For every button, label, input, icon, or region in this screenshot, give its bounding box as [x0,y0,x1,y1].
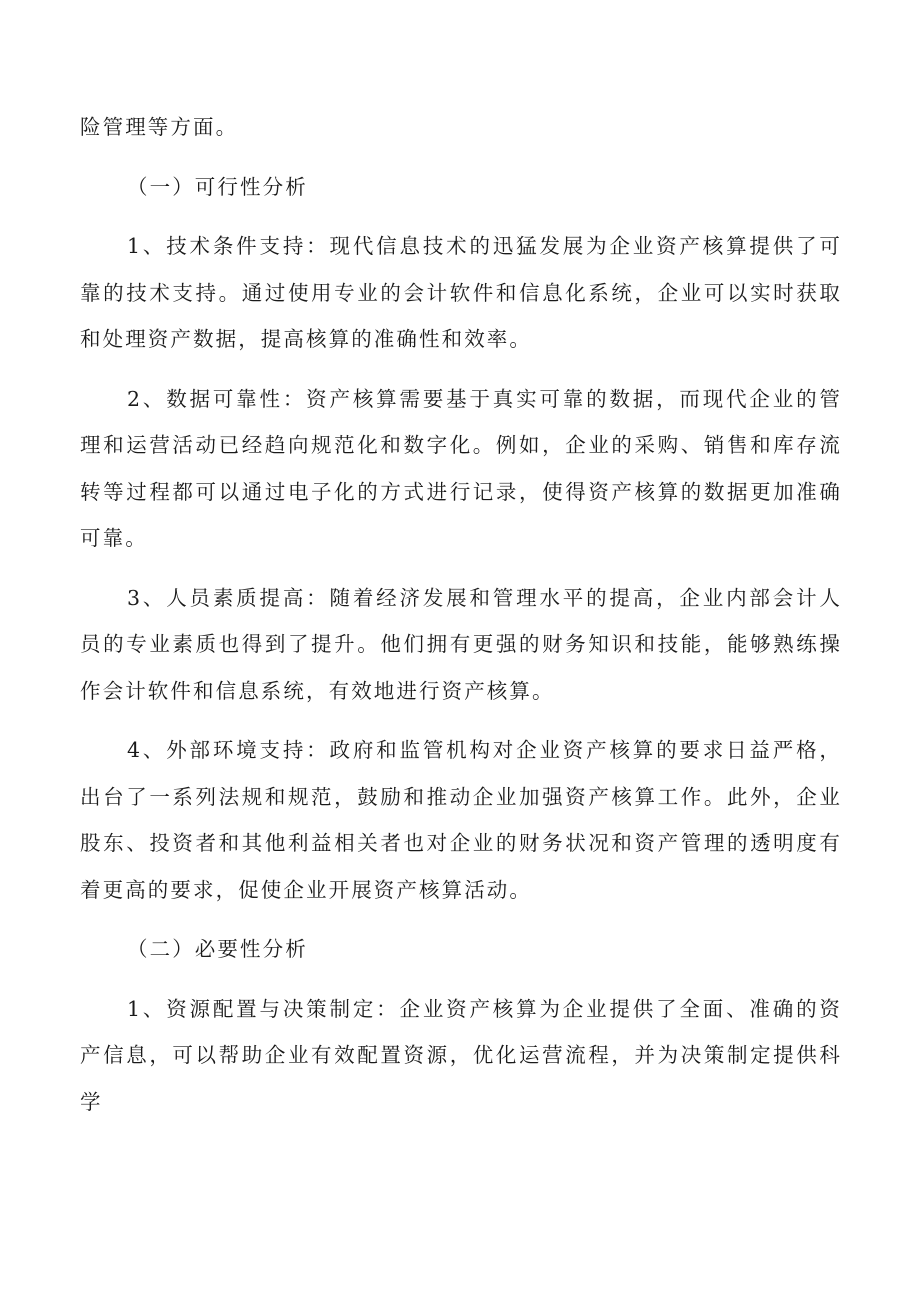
paragraph-staff-quality: 3、人员素质提高：随着经济发展和管理水平的提高，企业内部会计人员的专业素质也得到了提升。他们拥有更强的财务知识和技能，能够熟练操作会计软件和信息系统，有效地进行资产核算。 [80,585,842,703]
paragraph-resource-allocation: 1、资源配置与决策制定：企业资产核算为企业提供了全面、准确的资产信息，可以帮助企业有效配置资源，优化运营流程，并为决策制定提供科学 [80,996,842,1114]
document-body [80,104,842,1125]
paragraph-data-reliability: 2、数据可靠性：资产核算需要基于真实可靠的数据，而现代企业的管理和运营活动已经趋向规范化和数字化。例如，企业的采购、销售和库存流转等过程都可以通过电子化的方式进行记录，使得资产核算的数据更加准确可靠。 [80,386,842,550]
paragraph-external-environment: 4、外部环境支持：政府和监管机构对企业资产核算的要求日益严格，出台了一系列法规和规范，鼓励和推动企业加强资产核算工作。此外，企业股东、投资者和其他利益相关者也对企业的财务状况和资产管理的透明度有着更高的要求，促使企业开展资产核算活动。 [80,738,842,902]
paragraph-continuation: 险管理等方面。 [80,115,239,139]
section-heading-necessity: （二）必要性分析 [127,937,308,961]
paragraph-technical-support: 1、技术条件支持：现代信息技术的迅猛发展为企业资产核算提供了可靠的技术支持。通过使用专业的会计软件和信息化系统，企业可以实时获取和处理资产数据，提高核算的准确性和效率。 [80,234,842,351]
section-heading-feasibility: （一）可行性分析 [127,174,308,199]
